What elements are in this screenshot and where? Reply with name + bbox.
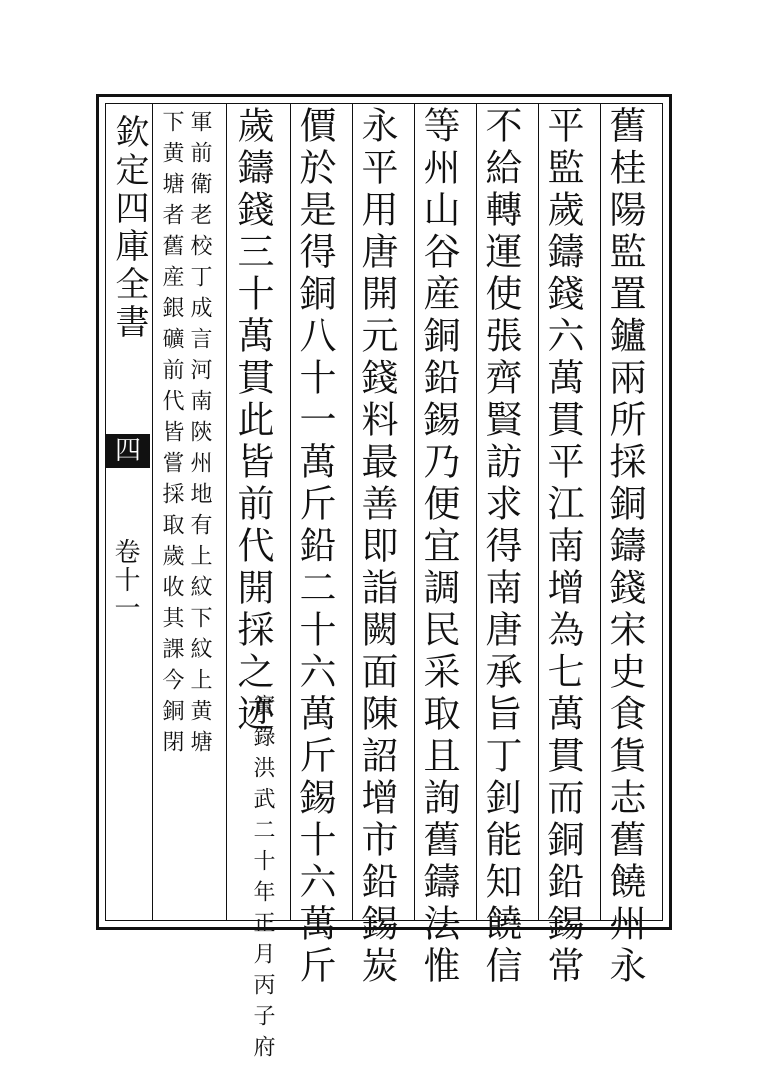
column-rule — [476, 104, 477, 920]
book-margin — [106, 104, 150, 920]
column-rule — [414, 104, 415, 920]
column-rule — [290, 104, 291, 920]
text-column-5: 永平用唐開元錢料最善即詣闕面陳詔增市鉛錫炭 — [355, 106, 398, 988]
note-column-1: 軍前衛老校丁成言河南陝州地有上紋下紋上黄塘 — [187, 110, 212, 761]
note-column-top: 實錄洪武二十年正月丙子府 — [250, 694, 275, 1066]
text-column-6: 價於是得銅八十一萬斤鉛二十六萬斤錫十六萬斤 — [293, 106, 336, 988]
text-block — [105, 103, 663, 1066]
juan-label: 卷十一 — [110, 538, 140, 622]
text-column-2: 平監歲鑄錢六萬貫平江南增為七萬貫而銅鉛錫常 — [541, 106, 584, 988]
column-rule — [226, 104, 227, 920]
book-title: 欽定四庫全書 — [109, 114, 149, 342]
page-frame — [96, 94, 672, 1066]
margin-rule — [152, 104, 153, 920]
text-column-7: 歲鑄錢三十萬貫此皆前代開採之迹 — [231, 106, 274, 736]
section-mark: 四 — [106, 434, 150, 468]
column-rule — [538, 104, 539, 920]
text-column-3: 不給轉運使張齊賢訪求得南唐承旨丁釗能知饒信 — [479, 106, 522, 988]
note-column-2: 下黄塘者舊産銀礦前代皆嘗採取歲收其課今銅閉 — [159, 110, 184, 761]
column-rule — [600, 104, 601, 920]
text-column-1: 舊桂陽監置鑪兩所採銅鑄錢宋史食貨志舊饒州永 — [603, 106, 646, 988]
text-column-4: 等州山谷産銅鉛錫乃便宜調民采取且詢舊鑄法惟 — [417, 106, 460, 988]
column-rule — [352, 104, 353, 920]
